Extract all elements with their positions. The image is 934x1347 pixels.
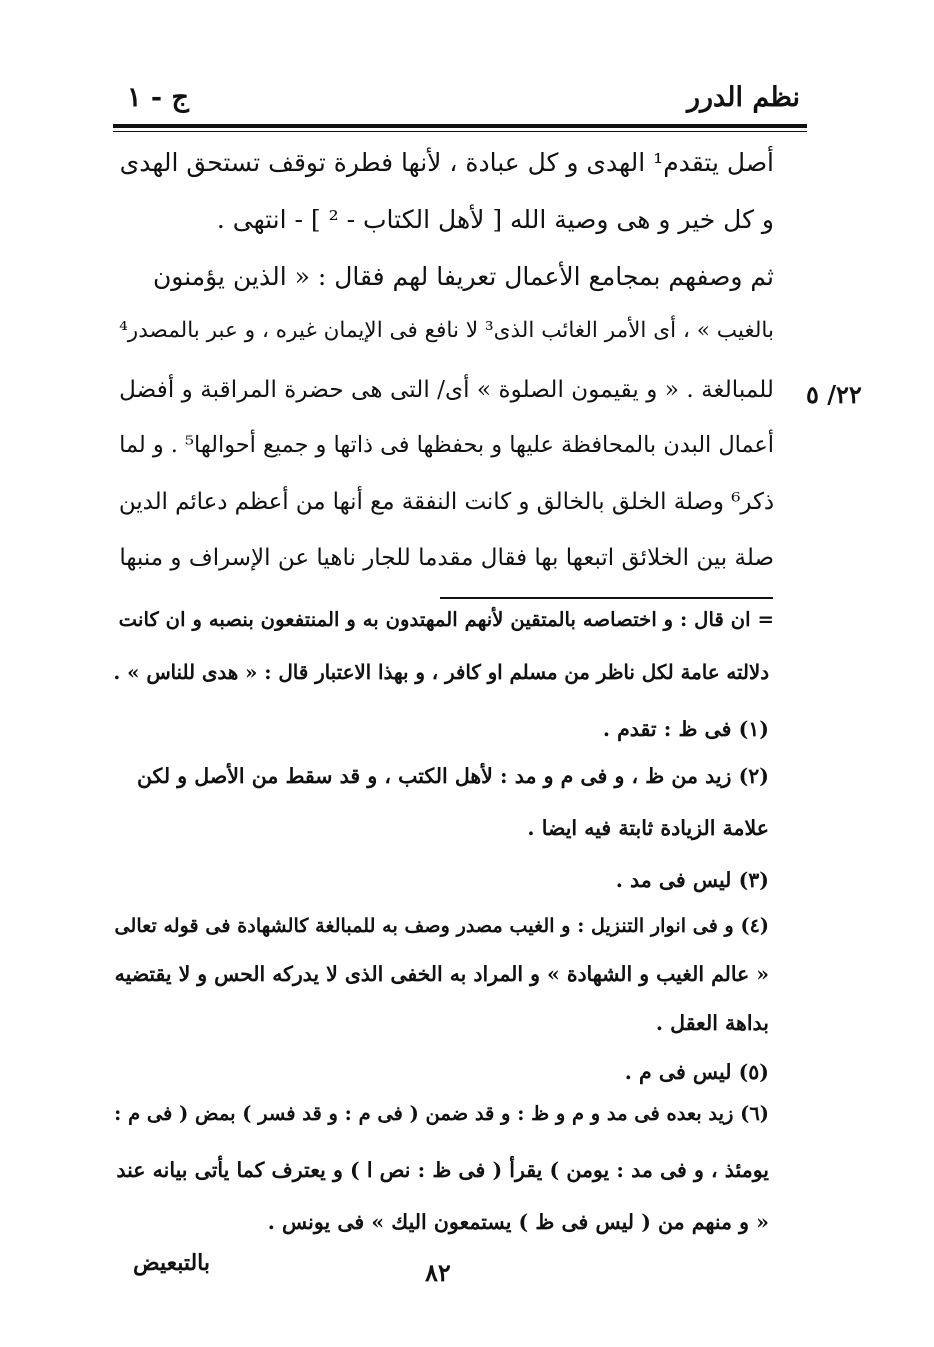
main-text-line: صلة بين الخلائق اتبعها بها فقال مقدما للجار ناهيا عن الإسراف و منبها xyxy=(119,545,774,571)
main-text-line: ثم وصفهم بمجامع الأعمال تعريفا لهم فقال : « الذين يؤمنون xyxy=(152,262,774,291)
main-text-line: و كل خير و هى وصية الله [ لأهل الكتاب - ² ] - انتهى . xyxy=(216,205,774,234)
footnote-line: (١) فى ظ : تقدم . xyxy=(602,717,769,741)
main-text-line: أصل يتقدم¹ الهدى و كل عبادة ، لأنها فطرة توقف تستحق الهدى xyxy=(119,148,774,177)
footnote-line: (٤) و فى انوار التنزيل : و الغيب مصدر وصف به للمبالغة كالشهادة فى قوله تعالى xyxy=(114,914,769,937)
footnote-line: « عالم الغيب و الشهادة » و المراد به الخفى الذى لا يدركه الحس و لا يقتضيه xyxy=(114,962,769,986)
footnote-line: (٥) ليس فى م . xyxy=(624,1060,769,1084)
main-text-line: ذكر⁶ وصلة الخلق بالخالق و كانت النفقة مع أنها من أعظم دعائم الدين xyxy=(118,489,774,515)
footnote-line: « و منهم من ( ليس فى ظ ) يستمعون اليك » فى يونس . xyxy=(267,1210,769,1234)
main-text-line: أعمال البدن بالمحافظة عليها و بحفظها فى ذاتها و جميع أحوالها⁵ . و لما xyxy=(119,432,774,458)
header-rule-thick xyxy=(113,124,807,128)
running-header xyxy=(115,82,800,122)
footnote-line: (٣) ليس فى مد . xyxy=(615,868,769,892)
footnote-line: بداهة العقل . xyxy=(655,1011,769,1035)
header-volume: ج - ١ xyxy=(127,82,189,113)
footnote-line: يومئذ ، و فى مد : يومن ) يقرأ ( فى ظ : نص ا ) و يعترف كما يأتى بيانه عند xyxy=(116,1158,769,1182)
main-text-line: للمبالغة . « و يقيمون الصلوة » أى/ التى هى حضرة المراقبة و أفضل xyxy=(119,376,774,403)
footnote-line: = ان قال : و اختصاصه بالمتقين لأنهم المهتدون به و المنتفعون بنصبه و ان كانت xyxy=(118,608,774,631)
main-text-line: بالغيب » ، أى الأمر الغائب الذى³ لا نافع فى الإيمان غيره ، و عبر بالمصدر⁴ xyxy=(119,318,774,343)
footnote-line: علامة الزيادة ثابتة فيه ايضا . xyxy=(527,816,769,840)
catchword: بالتبعيض xyxy=(133,1250,211,1276)
footnote-line: (٦) زيد بعده فى مد و م و ظ : و قد ضمن ( فى م : و قد فسر ) بمض ( فى م : xyxy=(114,1102,769,1125)
footnote-line: دلالته عامة لكل ناظر من مسلم او كافر ، و بهذا الاعتبار قال : « هدى للناس » . xyxy=(113,660,769,684)
margin-reference: ٢٢/ ٥ xyxy=(806,380,862,409)
page-number: ٨٢ xyxy=(425,1258,451,1287)
header-rule-thin xyxy=(113,131,807,132)
footnote-line: (٢) زيد من ظ ، و فى م و مد : لأهل الكتب ، و قد سقط من الأصل و لكن xyxy=(136,764,769,788)
footnote-separator xyxy=(440,597,773,599)
header-title: نظم الدرر xyxy=(686,82,800,113)
